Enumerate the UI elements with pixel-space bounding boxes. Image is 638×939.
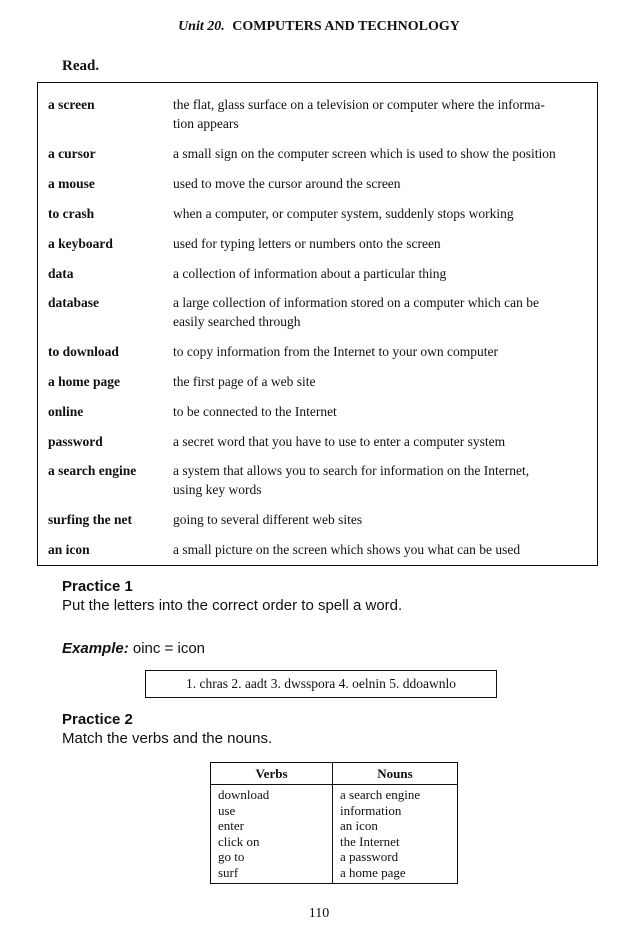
noun-item: an icon (340, 818, 378, 833)
glossary-definition: used to move the cursor around the screen (173, 176, 401, 191)
glossary-term: a screen (48, 97, 95, 112)
practice1-title: Practice 1 (62, 578, 133, 595)
glossary-term: data (48, 266, 74, 281)
verb-item: download (218, 787, 270, 802)
practice2-title: Practice 2 (62, 711, 133, 728)
page-header (0, 19, 638, 35)
glossary-term: a search engine (48, 463, 137, 478)
practice2-instruction: Match the verbs and the nouns. (62, 730, 273, 747)
glossary-definition: to copy information from the Internet to your own computer (173, 344, 499, 359)
glossary-definition: the flat, glass surface on a television or computer where the informa- tion appears (173, 97, 545, 131)
verb-item: go to (218, 849, 245, 864)
nouns-header: Nouns (333, 763, 458, 785)
glossary-term: to download (48, 344, 119, 359)
verb-item: enter (218, 818, 244, 833)
glossary-definition: a secret word that you have to use to enter a computer system (173, 434, 506, 449)
glossary-term: an icon (48, 542, 90, 557)
glossary-table (37, 82, 598, 566)
verb-item: click on (218, 833, 260, 849)
scrambled-words-box: 1. chras 2. aadt 3. dwsspora 4. oelnin 5. ddoawnlo (145, 670, 497, 698)
glossary-term: database (48, 295, 100, 310)
glossary-definition: going to several different web sites (173, 512, 363, 527)
glossary-definition: the first page of a web site (173, 374, 316, 389)
practice1-example (62, 640, 205, 657)
nouns-column (333, 785, 458, 884)
glossary-term: password (48, 434, 103, 449)
glossary-definition: a large collection of information stored on a computer which can be easily searched through (173, 295, 539, 329)
noun-item: information (340, 802, 402, 818)
verb-item: surf (218, 864, 239, 880)
noun-item: a password (340, 849, 399, 864)
page-number: 110 (308, 906, 330, 921)
glossary-definition: used for typing letters or numbers onto the screen (173, 236, 441, 251)
read-heading: Read. (62, 58, 100, 74)
example-label: Example: (62, 640, 129, 657)
unit-title: COMPUTERS AND TECHNOLOGY (232, 19, 460, 34)
verbs-column (211, 785, 333, 884)
match-table (210, 762, 458, 884)
glossary-definition: a small picture on the screen which shows you what can be used (173, 542, 521, 557)
noun-item: a search engine (340, 787, 421, 802)
glossary-term: surfing the net (48, 512, 132, 527)
verbs-header: Verbs (211, 763, 333, 785)
glossary-definition: a collection of information about a particular thing (173, 266, 447, 281)
glossary-term: a cursor (48, 146, 96, 161)
glossary-definition: when a computer, or computer system, suddenly stops working (173, 206, 514, 221)
verb-item: use (218, 802, 236, 818)
unit-label: Unit 20. (178, 19, 225, 34)
glossary-definition: a system that allows you to search for information on the Internet, using key words (173, 463, 530, 497)
glossary-term: a keyboard (48, 236, 113, 251)
glossary-definition: to be connected to the Internet (173, 404, 337, 419)
glossary-definition: a small sign on the computer screen which is used to show the position (173, 146, 556, 161)
example-text: oinc = icon (132, 640, 206, 657)
noun-item: the Internet (340, 833, 400, 849)
glossary-term: a home page (48, 374, 120, 389)
glossary-term: online (48, 404, 84, 419)
glossary-term: to crash (48, 206, 95, 221)
glossary-term: a mouse (48, 176, 95, 191)
noun-item: a home page (340, 864, 406, 880)
practice1-instruction: Put the letters into the correct order to spell a word. (62, 597, 403, 614)
